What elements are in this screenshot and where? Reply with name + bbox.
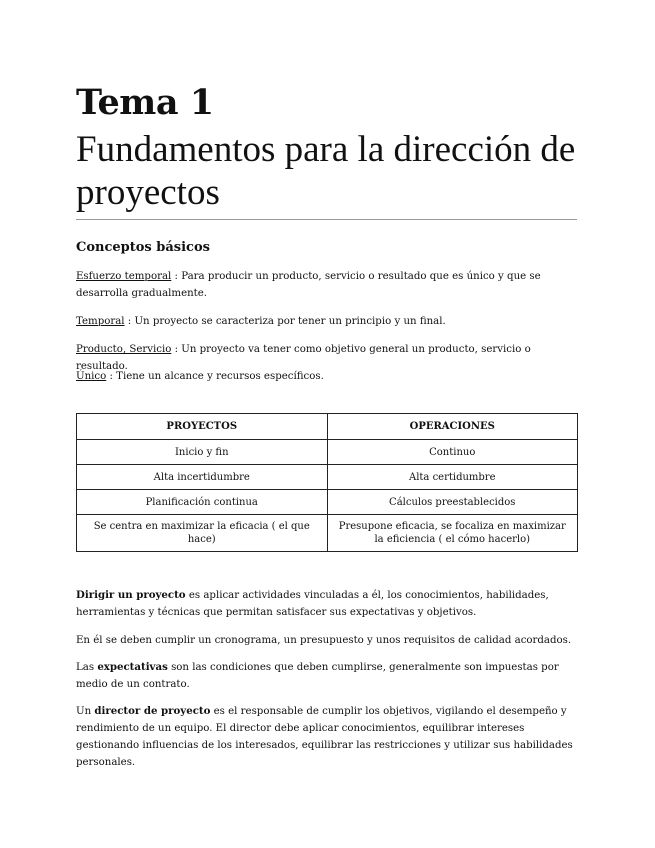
comparison-table: [76, 413, 578, 552]
table-cell: Presupone eficacia, se focaliza en maximizar la eficiencia ( el cómo hacerlo): [327, 515, 578, 552]
bold-term: director de proyecto: [94, 705, 211, 717]
paragraph-cronograma: [76, 632, 578, 649]
heading-divider: [76, 219, 577, 220]
bold-term: Dirigir un proyecto: [76, 589, 186, 601]
paragraph-text: son las condiciones que deben cumplirse, generalmente son impuestas por medio de un contrato.: [76, 662, 559, 690]
column-header-proyectos: PROYECTOS: [77, 414, 328, 440]
table-cell: Cálculos preestablecidos: [327, 490, 578, 515]
table-row: [77, 440, 578, 465]
chapter-subtitle: Fundamentos para la dirección de proyectos: [76, 129, 576, 213]
paragraph-dirigir-proyecto: [76, 587, 578, 621]
table-cell: Planificación continua: [77, 490, 328, 515]
definition-text: : Un proyecto se caracteriza por tener un principio y un final.: [124, 316, 446, 327]
definition-term: Esfuerzo temporal: [76, 271, 172, 282]
definition-term: Temporal: [76, 316, 125, 327]
table-row: [77, 490, 578, 515]
section-title: Conceptos básicos: [76, 240, 210, 255]
table-cell: Inicio y fin: [77, 440, 328, 465]
paragraph-text: es el responsable de cumplir los objetivos, vigilando el desempeño y rendimiento de un equipo. El director debe aplicar conocimientos, equilibrar intereses gestionando influencias de los interesados, equilibrar las restricciones y utilizar sus habilidades personales.: [76, 706, 573, 768]
definition-term: Producto, Servicio: [76, 344, 172, 355]
definition-temporal: [76, 313, 578, 330]
table-row: [77, 465, 578, 490]
paragraph-text: es aplicar actividades vinculadas a él, los conocimientos, habilidades, herramientas y técnicas que permitan satisfacer sus expectativas y objetivos.: [76, 590, 549, 618]
paragraph-text: Las: [76, 662, 98, 673]
table-cell: Se centra en maximizar la eficacia ( el que hace): [77, 515, 328, 552]
table-cell: Alta certidumbre: [327, 465, 578, 490]
chapter-title: Tema 1: [76, 82, 214, 123]
column-header-operaciones: OPERACIONES: [327, 414, 578, 440]
table-cell: Continuo: [327, 440, 578, 465]
definition-esfuerzo-temporal: [76, 268, 578, 302]
paragraph-expectativas: [76, 659, 578, 693]
definition-text: : Para producir un producto, servicio o resultado que es único y que se desarrolla gradualmente.: [76, 271, 541, 299]
definition-text: : Tiene un alcance y recursos específicos.: [106, 371, 324, 382]
paragraph-text: En él se deben cumplir un cronograma, un presupuesto y unos requisitos de calidad acordados.: [76, 635, 572, 646]
bold-term: expectativas: [97, 661, 168, 673]
paragraph-director-proyecto: [76, 703, 578, 771]
definition-term: Único: [76, 371, 107, 382]
table-header-row: [77, 414, 578, 440]
paragraph-text: Un: [76, 706, 95, 717]
table-row: [77, 515, 578, 552]
definition-text: : Un proyecto va tener como objetivo general un producto, servicio o resultado.: [76, 344, 531, 372]
definition-unico: [76, 368, 578, 385]
table-cell: Alta incertidumbre: [77, 465, 328, 490]
